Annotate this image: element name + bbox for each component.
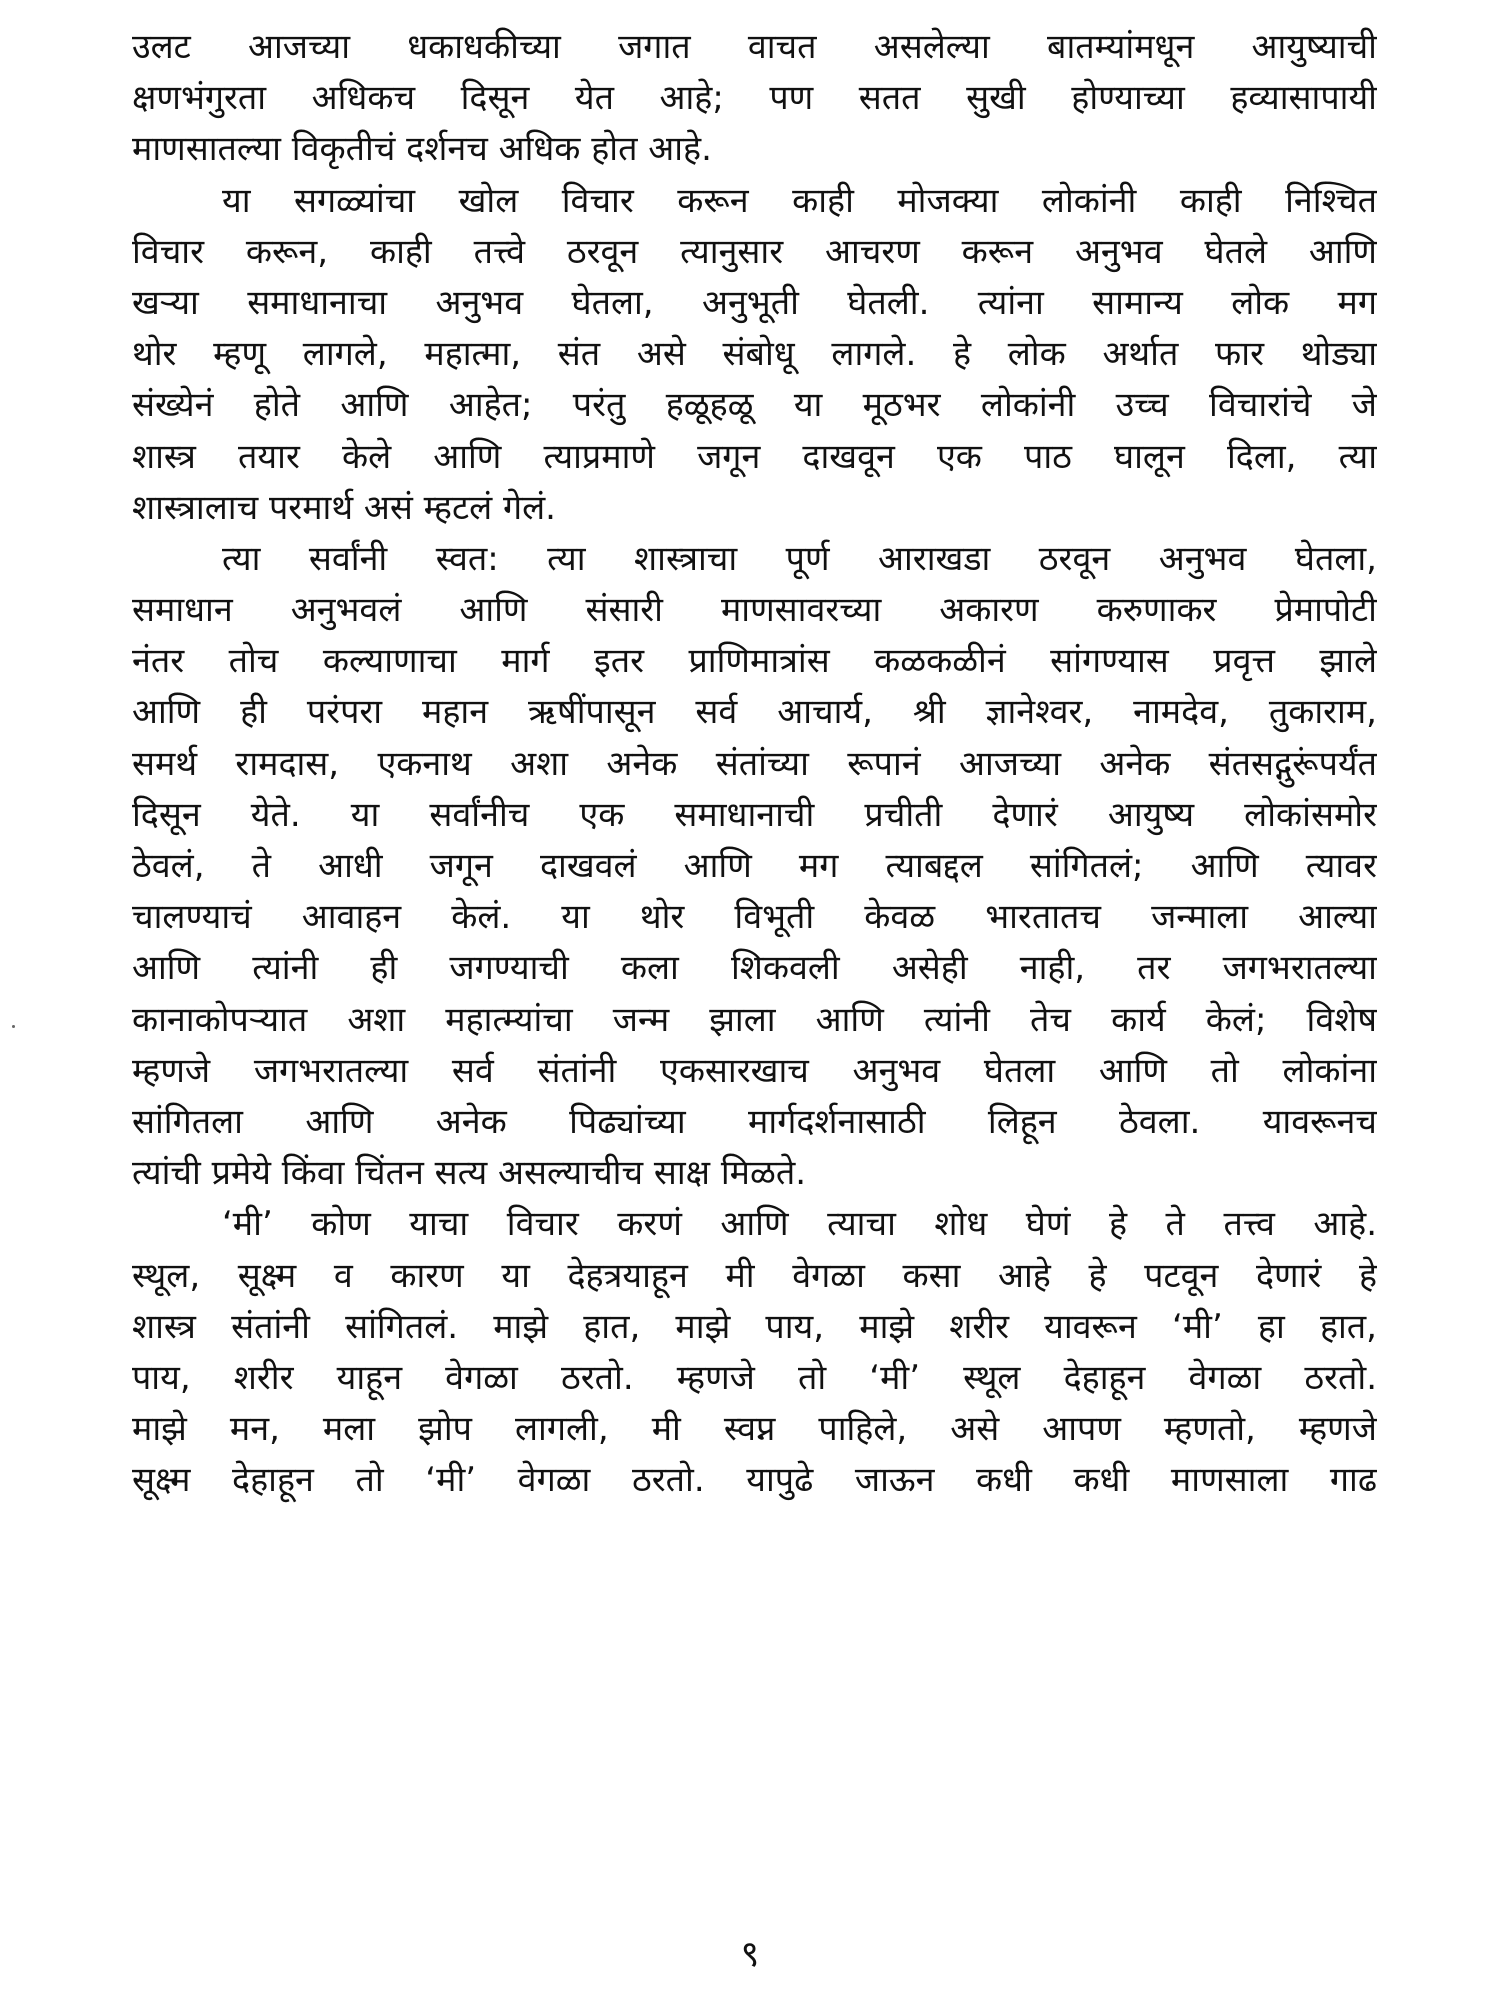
page-number: ९ (740, 1934, 760, 1975)
text-line: शास्त्र तयार केले आणि त्याप्रमाणे जगून दाखवून एक पाठ घालून दिला, त्या (132, 436, 1377, 477)
text-line: सांगितला आणि अनेक पिढ्यांच्या मार्गदर्शनासाठी लिहून ठेवला. यावरूनच (132, 1101, 1377, 1142)
text-line: खऱ्या समाधानाचा अनुभव घेतला, अनुभूती घेतली. त्यांना सामान्य लोक मग (132, 282, 1377, 323)
paragraph-start-line: ‘मी’ कोण याचा विचार करणं आणि त्याचा शोध घेणं हे ते तत्त्व आहे. (222, 1204, 1377, 1245)
text-line: क्षणभंगुरता अधिकच दिसून येत आहे; पण सतत सुखी होण्याच्या हव्यासापायी (132, 78, 1377, 119)
text-line: शास्त्र संतांनी सांगितलं. माझे हात, माझे पाय, माझे शरीर यावरून ‘मी’ हा हात, (132, 1306, 1377, 1347)
text-line: पाय, शरीर याहून वेगळा ठरतो. म्हणजे तो ‘मी’ स्थूल देहाहून वेगळा ठरतो. (132, 1357, 1377, 1398)
text-line: नंतर तोच कल्याणाचा मार्ग इतर प्राणिमात्रांस कळकळीनं सांगण्यास प्रवृत्त झाले (132, 641, 1377, 682)
text-line: समाधान अनुभवलं आणि संसारी माणसावरच्या अकारण करुणाकर प्रेमापोटी (132, 590, 1377, 631)
scan-speck (12, 1025, 15, 1028)
text-line: शास्त्रालाच परमार्थ असं म्हटलं गेलं. (132, 487, 556, 528)
text-line: समर्थ रामदास, एकनाथ अशा अनेक संतांच्या रूपानं आजच्या अनेक संतसद्गुरूंपर्यंत (132, 743, 1377, 784)
text-line: त्यांची प्रमेये किंवा चिंतन सत्य असल्याचीच साक्ष मिळते. (132, 1153, 807, 1194)
text-line: आणि ही परंपरा महान ऋषींपासून सर्व आचार्य, श्री ज्ञानेश्वर, नामदेव, तुकाराम, (132, 692, 1377, 733)
text-line: संख्येनं होते आणि आहेत; परंतु हळूहळू या मूठभर लोकांनी उच्च विचारांचे जे (132, 385, 1377, 426)
text-line: चालण्याचं आवाहन केलं. या थोर विभूती केवळ भारतातच जन्माला आल्या (132, 897, 1377, 938)
text-line: विचार करून, काही तत्त्वे ठरवून त्यानुसार आचरण करून अनुभव घेतले आणि (132, 231, 1377, 272)
text-line: दिसून येते. या सर्वांनीच एक समाधानाची प्रचीती देणारं आयुष्य लोकांसमोर (132, 794, 1377, 835)
text-line: माझे मन, मला झोप लागली, मी स्वप्न पाहिले, असे आपण म्हणतो, म्हणजे (132, 1409, 1377, 1450)
text-line: उलट आजच्या धकाधकीच्या जगात वाचत असलेल्या बातम्यांमधून आयुष्याची (132, 27, 1377, 67)
paragraph-start-line: त्या सर्वांनी स्वत: त्या शास्त्राचा पूर्ण आराखडा ठरवून अनुभव घेतला, (222, 538, 1377, 579)
text-line: कानाकोपऱ्यात अशा महात्म्यांचा जन्म झाला आणि त्यांनी तेच कार्य केलं; विशेष (132, 999, 1377, 1040)
text-line: सूक्ष्म देहाहून तो ‘मी’ वेगळा ठरतो. यापुढे जाऊन कधी कधी माणसाला गाढ (132, 1460, 1377, 1501)
text-line: स्थूल, सूक्ष्म व कारण या देहत्रयाहून मी वेगळा कसा आहे हे पटवून देणारं हे (132, 1255, 1377, 1296)
paragraph-start-line: या सगळ्यांचा खोल विचार करून काही मोजक्या लोकांनी काही निश्चित (222, 180, 1377, 221)
text-line: म्हणजे जगभरातल्या सर्व संतांनी एकसारखाच अनुभव घेतला आणि तो लोकांना (132, 1050, 1377, 1091)
text-line: ठेवलं, ते आधी जगून दाखवलं आणि मग त्याबद्दल सांगितलं; आणि त्यावर (132, 846, 1377, 886)
text-line: माणसातल्या विकृतीचं दर्शनच अधिक होत आहे. (132, 129, 712, 170)
text-line: थोर म्हणू लागले, महात्मा, संत असे संबोधू लागले. हे लोक अर्थात फार थोड्या (132, 334, 1377, 375)
body-text (132, 22, 1377, 1506)
text-line: आणि त्यांनी ही जगण्याची कला शिकवली असेही नाही, तर जगभरातल्या (132, 948, 1377, 989)
